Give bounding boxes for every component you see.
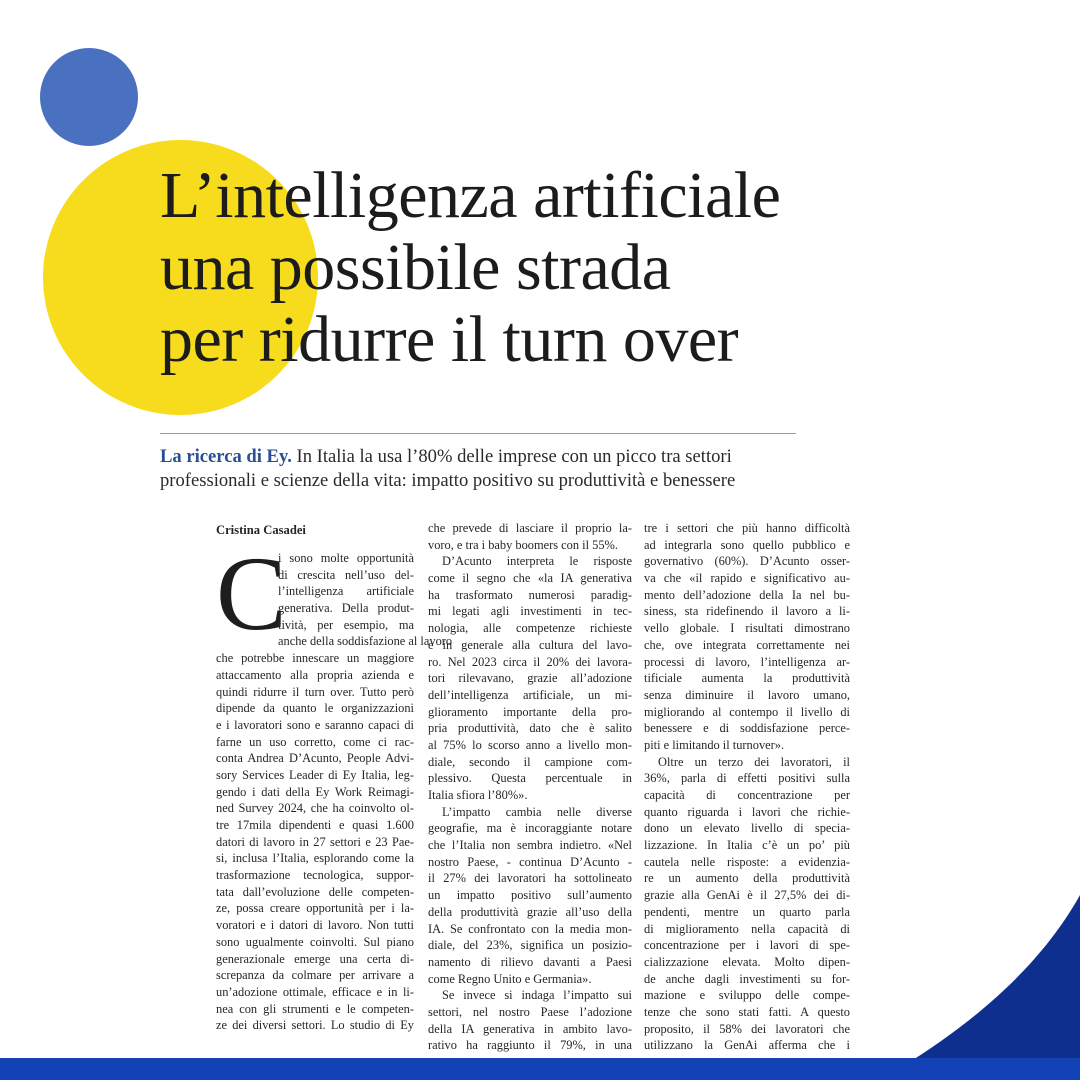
article-line: piti e limitando il turnover». xyxy=(644,737,785,752)
article-line: l’intelligenza artificiale xyxy=(278,584,414,599)
article-line: Se invece si indaga l’impatto sui xyxy=(442,988,632,1003)
article-line: migliorando al contempo il livello di xyxy=(644,704,850,719)
article-line: quanto riguarda i lavori che richie- xyxy=(644,804,850,819)
article-line: che l’Italia non sembra indietro. «Nel xyxy=(428,838,632,853)
article-line: geografie, ma è incoraggiante notare xyxy=(428,821,632,836)
article-line: ze dei diversi settori. Lo studio di Ey xyxy=(216,1018,414,1033)
article-line: tata dall’evoluzione delle competen- xyxy=(216,884,414,899)
article-line: siness, sta ridefinendo il lavoro a li- xyxy=(644,604,850,619)
article-line: grazie alla GenAi è il 27,5% dei di- xyxy=(644,888,850,903)
article-line: settori, nel nostro Paese l’adozione xyxy=(428,1004,632,1019)
article-line: benessere e di soddisfazione perce- xyxy=(644,721,850,736)
article-line: trasformazione tecnologica, suppor- xyxy=(216,868,414,883)
article-line: va che «il rapido e significativo au- xyxy=(644,571,850,586)
headline-line-3: per ridurre il turn over xyxy=(160,303,739,376)
article-line: screpanza da colmare per arrivare a xyxy=(216,968,414,983)
article-line: cializzazione elevata. Molto dipen- xyxy=(644,954,850,969)
article-line: voratori e i datori di lavoro. Non tutti xyxy=(216,918,414,933)
article-line: namento di rilievo davanti a Paesi xyxy=(428,954,632,969)
article-line: farne un uso corretto, come ci rac- xyxy=(216,734,414,749)
article-line: conta Andrea D’Acunto, People Advi- xyxy=(216,751,414,766)
article-line: attaccamento alla propria azienda e xyxy=(216,667,414,682)
article-line: capacità di concentrazione per xyxy=(644,788,850,802)
article-line: processi di lavoro, l’intelligenza ar- xyxy=(644,654,850,669)
article-line: e i lavoratori sono e saranno capaci di xyxy=(216,717,414,732)
article-line: che prevede di lasciare il proprio la- xyxy=(428,521,632,535)
article-line: governativo (60%). D’Acunto osser- xyxy=(644,554,850,569)
drop-cap: C xyxy=(216,535,287,652)
article-line: Oltre un terzo dei lavoratori, il xyxy=(658,754,850,769)
article-line: concentrazione per i lavori di spe- xyxy=(644,938,850,953)
article-line: IA. Se confrontato con la media mon- xyxy=(428,921,632,936)
article-line: 36%, parla di effetti positivi sulla xyxy=(644,771,850,786)
article-line: mazione e sviluppo delle compe- xyxy=(644,988,850,1003)
article-line: generativa. Della produt- xyxy=(278,601,414,616)
article-line: gendo i dati della Ey Work Reimagi- xyxy=(216,784,414,799)
article-line: ro. Nel 2023 circa il 20% dei lavora- xyxy=(428,654,632,669)
article-line: nostro Paese, - continua D’Acunto - xyxy=(428,854,632,869)
article-line: e in generale alla cultura del lavo- xyxy=(428,637,632,652)
article-line: pendenti, mentre un quarto parla xyxy=(644,904,850,919)
article-line: D’Acunto interpreta le risposte xyxy=(442,554,632,569)
article-line: della produttività grazie all’uso della xyxy=(428,904,632,919)
headline-line-2: una possibile strada xyxy=(160,231,671,304)
article-line: diale, del 23%, significa un posizio- xyxy=(428,938,632,953)
article-line: quindi ridurre il turn over. Tutto però xyxy=(216,684,414,699)
article-line: voro, e tra i baby boomers con il 55%. xyxy=(428,537,618,552)
article-line: ze, possa creare opportunità per i la- xyxy=(216,901,414,916)
article-line: anche della soddisfazione al lavoro xyxy=(278,634,453,649)
article-line: lizzazione. In Italia c’è un po’ più xyxy=(644,838,850,853)
subhead-line-1: In Italia la usa l’80% delle imprese con un picco tra settori xyxy=(291,446,732,467)
article-line: tificiale aumenta la produttività xyxy=(644,671,850,686)
article-line: dell’intelligenza artificiale, un mi- xyxy=(428,687,632,702)
article-line: pria produttività, dato che è salito xyxy=(428,721,632,736)
article-line: cautela nelle risposte: a evidenzia- xyxy=(644,854,850,869)
article-line: generazionale emerge una certa di- xyxy=(216,951,414,966)
article-line: ad integrarla sono quello pubblico e xyxy=(644,537,850,552)
article-line: un’adozione ottimale, efficace e in li- xyxy=(216,984,414,999)
article-line: di crescita nell’uso del- xyxy=(278,567,414,582)
article-line: glioramento importante della pro- xyxy=(428,704,632,719)
article-line: dono un elevato livello di specia- xyxy=(644,821,850,836)
article-line: sory Services Leader di Ey Italia, leg- xyxy=(216,767,414,782)
navy-wave-shape xyxy=(880,895,1080,1080)
article-line: mento dell’adozione della Ia nel bu- xyxy=(644,587,850,602)
article-line: della IA generativa in ambito lavo- xyxy=(428,1021,632,1036)
article-line: si, inclusa l’Italia, esplorando come la xyxy=(216,851,414,866)
headline-line-1: L’intelligenza artificiale xyxy=(160,159,781,232)
article-line: diale, secondo il campione com- xyxy=(428,754,632,769)
article-line: Italia sfiora l’80%». xyxy=(428,788,528,802)
subhead-line-2: professionali e scienze della vita: impatto positivo su produttività e benessere xyxy=(160,470,736,491)
article-line: vello globale. I risultati dimostrano xyxy=(644,621,850,636)
article-line: il 27% dei lavoratori ha sottolineato xyxy=(428,871,632,886)
article-line: dipende da quanto le organizzazioni xyxy=(216,701,414,716)
article-line: che potrebbe innescare un maggiore xyxy=(216,651,414,666)
article-line: tività, per esempio, ma xyxy=(278,617,414,632)
article-line: che, ove integrata correttamente nei xyxy=(644,637,850,652)
article-line: ned Survey 2024, che ha coinvolto ol- xyxy=(216,801,414,816)
article-line: mi legati agli investimenti in tec- xyxy=(428,604,632,619)
article-line: tre 17mila dipendenti e quasi 1.600 xyxy=(216,818,414,832)
article-line: re un aumento della produttività xyxy=(644,871,850,886)
article-line: nea con gli strumenti e le competen- xyxy=(216,1001,414,1016)
article-line: datori di lavoro in 27 settori e 23 Pae- xyxy=(216,834,414,849)
article-line: tenze che sono stati fatti. A questo xyxy=(644,1004,850,1019)
article-line: tori rilevavano, grazie all’adozione xyxy=(428,671,632,686)
article-line: sono ugualmente coinvolti. Sul piano xyxy=(216,934,414,949)
article-line: ha trasformato numerosi paradig- xyxy=(428,587,632,602)
royal-bottom-band xyxy=(0,1058,1080,1080)
article-line: un impatto positivo sull’aumento xyxy=(428,888,632,903)
article-line: plessivo. Questa percentuale in xyxy=(428,771,632,786)
article-line: come il segno che «la IA generativa xyxy=(428,571,632,586)
article-line: rativo ha raggiunto il 79%, in una xyxy=(428,1038,632,1053)
article-line: senza diminuire il lavoro umano, xyxy=(644,687,850,702)
article-line: al 75% lo scorso anno a livello mon- xyxy=(428,737,632,752)
subhead-lead: La ricerca di Ey. xyxy=(160,446,292,467)
article-line: de anche dagli investimenti su for- xyxy=(644,971,850,986)
article-line: tre i settori che più hanno difficoltà xyxy=(644,521,850,535)
article-line: L’impatto cambia nelle diverse xyxy=(442,804,632,819)
article-line: nologia, alle competenze richieste xyxy=(428,621,632,636)
article-line: utilizzano la GenAi afferma che i xyxy=(644,1038,850,1053)
article-line: i sono molte opportunità xyxy=(278,551,414,565)
author-byline: Cristina Casadei xyxy=(216,523,306,537)
article-line: proposito, il 58% dei lavoratori che xyxy=(644,1021,850,1036)
article-line: come Regno Unito e Germania». xyxy=(428,971,592,986)
article-line: di miglioramento nella capacità di xyxy=(644,921,850,936)
